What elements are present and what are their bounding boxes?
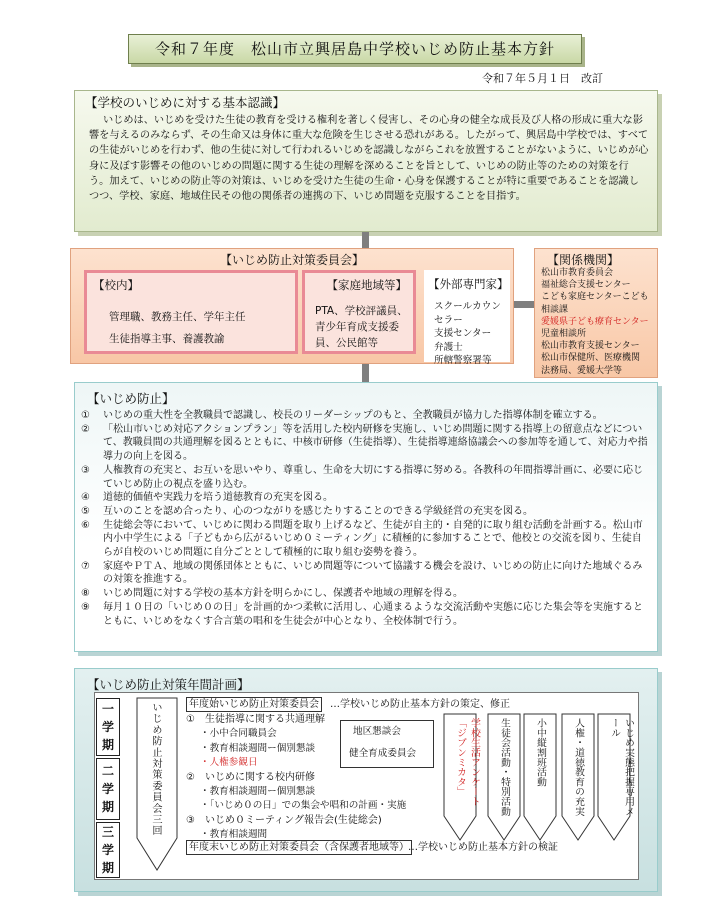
plan-item: ・「いじめ０の日」での集会や唱和の計画・実施	[200, 800, 407, 812]
plan-item-heading: ① 生徒指導に関する共通理解	[186, 714, 325, 725]
prevention-item-number: ④	[81, 492, 90, 504]
plan-item-heading: ② いじめに関する校内研修	[186, 771, 315, 783]
council-box	[340, 720, 434, 768]
student-council-arrow-label: 生徒会活動・特別活動	[499, 718, 510, 816]
related-line: 松山市保健所、医療機関	[541, 353, 641, 364]
prevention-item-number: ①	[81, 410, 90, 421]
prevention-item-number: ③	[81, 464, 90, 476]
experts-heading: 【外部専門家】	[428, 277, 509, 291]
revision-date: 令和７年５月１日 改訂	[482, 72, 603, 85]
prevention-heading: 【いじめ防止】	[87, 391, 175, 406]
report-mail-arrow-label: いじめ実態把握専用メール	[609, 718, 634, 816]
prevention-item	[81, 587, 651, 601]
prevention-item-text: 家庭やＰＴＡ、地域の関係団体とともに、いじめ問題等について協議する機会を設け、いじめの防止に向けた地域ぐるみの対策を推進する。	[103, 560, 643, 586]
prevention-item-number: ②	[81, 423, 90, 435]
related-heading: 【関係機関】	[547, 253, 620, 267]
prevention-item-number: ⑥	[81, 519, 90, 531]
plan-item: ・教育相談週間ー個別懇談	[200, 742, 316, 754]
basic-recognition-heading: 【学校のいじめに対する基本認識】	[85, 95, 286, 110]
prevention-item	[81, 464, 651, 491]
prevention-item	[81, 491, 651, 505]
term-2-label: 二 学 期	[96, 758, 120, 820]
school-members-line1: 管理職、教務主任、学年主任	[109, 311, 246, 323]
prevention-item-text: いじめの重大性を全教職員で認識し、校長のリーダーシップのもと、全教職員が協力した指導体制を確立する。	[103, 410, 603, 421]
council-item: 地区懇談会	[353, 726, 401, 737]
area-members: PTA、学校評議員、青少年育成支援委員、公民館等	[315, 305, 408, 349]
related-line: 松山市教育支援センター	[541, 341, 640, 352]
end-committee-note: …学校いじめ防止基本方針の検証	[408, 842, 558, 853]
prevention-item	[81, 505, 651, 519]
human-rights-arrow-label: 人権・道徳教育の充実	[573, 718, 584, 816]
connector-line	[362, 364, 369, 384]
related-line: 法務局、愛媛大学等	[541, 365, 623, 376]
committee-column-text: いじめ防止対策委員会三回	[150, 702, 161, 837]
term-1-label: 一 学 期	[96, 698, 120, 756]
start-committee-note: …学校いじめ防止基本方針の策定、修正	[330, 699, 510, 710]
survey-arrow-label: 学校生活アンケート「ジブンミカタ」	[455, 718, 480, 807]
prevention-section	[74, 382, 658, 652]
experts-line: 弁護士	[434, 341, 463, 353]
prevention-item	[81, 519, 651, 560]
page-title: 令和７年度 松山市立興居島中学校いじめ防止基本方針	[128, 34, 582, 64]
end-committee-box: 年度末いじめ防止対策委員会（含保護者地域等）	[186, 840, 412, 855]
council-item: 健全育成委員会	[349, 748, 417, 759]
area-heading: 【家庭地域等】	[326, 278, 407, 292]
related-line: 福祉総合支援センター	[541, 280, 631, 291]
prevention-item-text: 道徳的価値や実践力を培う道徳教育の充実を図る。	[103, 492, 333, 504]
related-line: 児童相談所	[541, 329, 587, 340]
annual-plan-heading: 【いじめ防止対策年間計画】	[87, 677, 250, 692]
related-line: こども家庭センターこども	[541, 292, 649, 303]
committee-heading: 【いじめ防止対策委員会】	[219, 253, 364, 267]
related-line: 相談課	[541, 304, 569, 315]
cross-grade-arrow-label: 小中縦割班活動	[535, 718, 546, 787]
prevention-item	[81, 409, 651, 423]
related-line: 松山市教育委員会	[541, 268, 614, 278]
committee-school-box	[84, 270, 298, 354]
prevention-item-number: ⑤	[81, 505, 90, 517]
prevention-item-text: 生徒総会等において、いじめに関わる問題を取り上げるなど、生徒が自主的・自発的に取り組む活動を計画する。松山市内小中学生による「子どもから広がるいじめ０ミーティング」に積極的に参加することで、他校との交流を図り、生徒自らが自校のいじめ問題に自分ごととして積極的に取り組む姿勢を養う。	[103, 519, 643, 559]
basic-recognition-text: いじめは、いじめを受けた生徒の教育を受ける権利を著しく侵害し、その心身の健全な成長及び人格の形成に重大な影響を与えるのみならず、その生命又は身体に重大な危険を生じさせる恐れがある。したがって、興居島中学校では、すべての生徒がいじめを行わず、他の生徒に対して行われるいじめを認識しながらこれを放置することがないように、いじめが心身に及ぼす影響その他のいじめの問題に関する生徒の理解を深めることを旨として、いじめの防止等のための対策を行う。加えて、いじめの防止等の対策は、いじめを受けた生徒の生命・心身を保護することが特に重要であることを認識しつつ、学校、家庭、地域住民その他の関係者の連携の下、いじめ問題を克服することを目指す。	[89, 115, 649, 203]
prevention-item-number: ⑦	[81, 560, 90, 572]
experts-line: セラー	[434, 314, 463, 326]
prevention-item-number: ⑧	[81, 588, 90, 600]
basic-recognition-section	[74, 90, 658, 232]
plan-item: ・教育相談週間ー個別懇談	[200, 786, 316, 798]
school-heading: 【校内】	[93, 278, 139, 292]
related-highlight-line: 愛媛県子ども療育センター	[541, 316, 649, 327]
plan-item: ・人権参観日	[200, 757, 258, 769]
prevention-item-text: 毎月１０日の「いじめ０の日」を計画的かつ柔軟に活用し、心通まるような交流活動や実態に応じた集会等を実施するとともに、いじめをなくす合言葉の唱和を生徒会が中心となり、全校体制で行う。	[103, 601, 643, 627]
plan-item: ・小中合同職員会	[200, 728, 277, 740]
prevention-item-number: ⑨	[81, 601, 90, 613]
start-committee-box: 年度始いじめ防止対策委員会	[186, 697, 322, 712]
committee-experts-box	[424, 270, 510, 367]
prevention-item	[81, 601, 651, 628]
experts-line: スクールカウン	[434, 301, 501, 312]
plan-item: ・教育相談週間	[200, 829, 268, 841]
related-agencies-section	[534, 248, 658, 378]
prevention-item	[81, 423, 651, 464]
connector-line	[512, 301, 536, 308]
term-3-label: 三 学 期	[96, 822, 120, 878]
school-members-line2: 生徒指導主事、養護教諭	[109, 333, 225, 345]
experts-line: 所轄警察署等	[434, 355, 492, 367]
prevention-item	[81, 560, 651, 587]
prevention-item-text: 「松山市いじめ対応アクションプラン」等を活用した校内研修を実施し、いじめ問題に関する指導上の留意点などについて、教職員間の共通理解を図るとともに、中核市研修（生徒指導）、生徒指導連絡協議会への参加等を通して、対応力や指導力の向上を図る。	[103, 423, 648, 463]
prevention-item-text: いじめ問題に対する学校の基本方針を明らかにし、保護者や地域の理解を得る。	[103, 588, 463, 600]
plan-item-heading: ③ いじめ０ミーティング報告会(生徒総会)	[186, 814, 382, 826]
prevention-item-text: 互いのことを認め合ったり、心のつながりを感じたりすることのできる学級経営の充実を図る。	[103, 505, 533, 517]
prevention-item-text: 人権教育の充実と、お互いを思いやり、尊重し、生命を大切にする指導に努める。各教科の年間指導計画に、必要に応じていじめ防止の視点を盛り込む。	[103, 464, 643, 490]
committee-area-box	[302, 270, 416, 354]
experts-line: 支援センター	[434, 328, 492, 340]
